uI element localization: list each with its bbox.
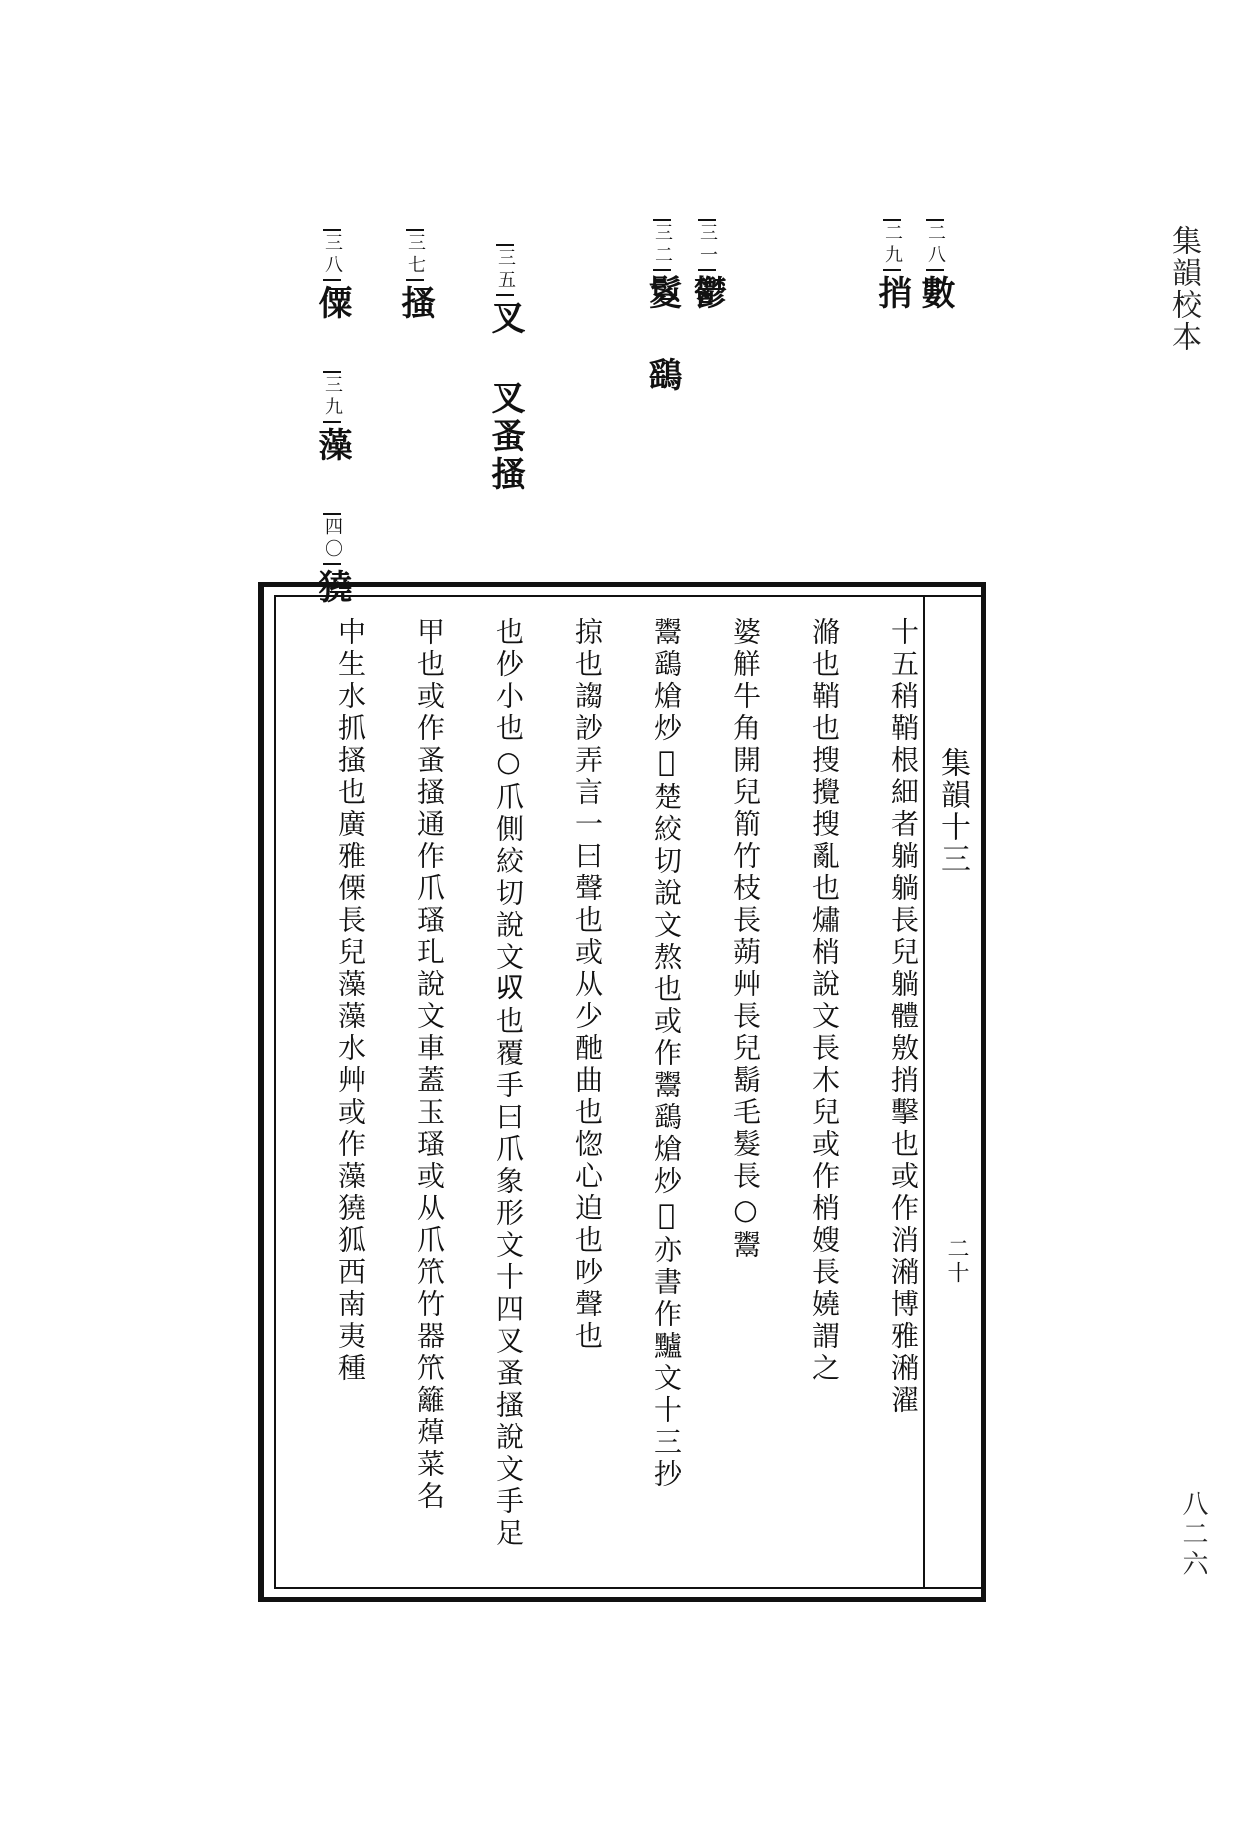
note-char: 獟 xyxy=(312,569,352,607)
page-number: 八二六 xyxy=(1178,1490,1208,1580)
margin-label: 集韻十三 xyxy=(935,747,970,875)
note-column-3 xyxy=(687,215,727,313)
note-char: 捎 xyxy=(872,275,912,313)
note-column-8 xyxy=(312,225,352,607)
note-marker: 三九 xyxy=(323,371,341,423)
note-marker: 二九 xyxy=(883,219,901,271)
note-column-6 xyxy=(485,380,525,494)
text-column-2: 滫也鞘也搜攪搜亂也熽梢說文長木兒或作梢嫂長嬈謂之 xyxy=(808,617,841,1385)
note-char: 數 xyxy=(915,275,955,313)
text-column-3: 婆觧牛角開兒箾竹枝長蒴艸長兒鬍毛髮長○鬻 xyxy=(729,617,762,1262)
note-column-4 xyxy=(642,215,682,395)
note-column-5 xyxy=(485,240,525,338)
text-column-8: 中生水抓搔也廣雅傈長兒藻藻水艸或作藻獟狐西南夷種 xyxy=(334,617,367,1385)
note-marker: 三五 xyxy=(496,244,514,296)
note-marker: 三一 xyxy=(698,219,716,271)
note-char: 叉蚤搔 xyxy=(485,380,525,494)
note-column-7 xyxy=(395,225,435,323)
note-marker: 三七 xyxy=(406,229,424,281)
note-char: 叉 xyxy=(485,300,525,338)
text-column-5: 掠也謅訬弄言一曰聲也或从少酏曲也惚心迫也吵聲也 xyxy=(571,617,604,1353)
text-column-4: 鬻鷂熗炒𪺁楚絞切說文熬也或作鬻鷂熗炒𪺁亦書作黸文十三抄 xyxy=(650,617,683,1491)
text-column-1: 十五稍鞘根細者躺躺長兒躺體敫捎擊也或作消潲博雅潲濯 xyxy=(887,617,920,1417)
note-column-1 xyxy=(915,215,955,313)
note-char: 鷂 xyxy=(642,357,682,395)
text-column-6: 也仯小也○爪側絞切說文𠬞也覆手曰爪象形文十四叉蚤搔說文手足 xyxy=(492,617,525,1550)
margin-folio: 二十 xyxy=(944,1237,969,1285)
note-column-2 xyxy=(872,215,912,313)
note-char: 僳 xyxy=(312,285,352,323)
note-char: 搔 xyxy=(395,285,435,323)
text-column-7: 甲也或作蚤搔通作爪瑵玌說文車蓋玉瑵或从爪笊竹器笊籬蔊菜名 xyxy=(413,617,446,1513)
note-char: 鬱 xyxy=(687,275,727,313)
note-marker: 三八 xyxy=(323,229,341,281)
margin-strip xyxy=(923,597,981,1587)
note-marker: 四〇 xyxy=(323,513,341,565)
note-marker: 二八 xyxy=(926,219,944,271)
note-char: 鬉 xyxy=(642,275,682,313)
note-marker: 三二 xyxy=(653,219,671,271)
text-frame xyxy=(258,582,986,1602)
note-char: 藻 xyxy=(312,427,352,465)
running-title: 集韻校本 xyxy=(1166,225,1201,353)
text-frame-inner xyxy=(274,595,981,1589)
